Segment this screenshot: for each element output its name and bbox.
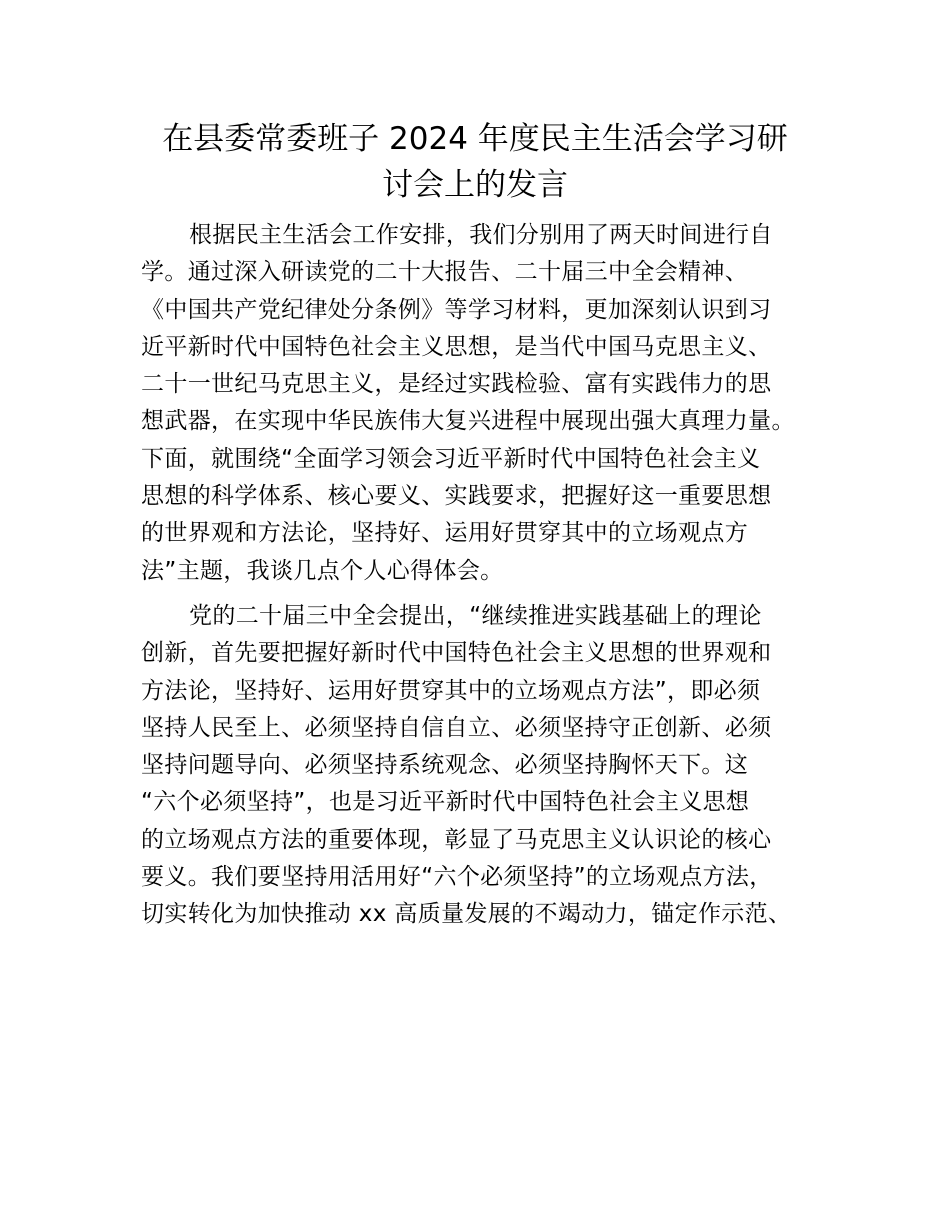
paragraph-1 [141,217,841,590]
paragraph-line: 的立场观点方法的重要体现，彰显了马克思主义认识论的核心 [141,826,772,853]
paragraph-line: 思想的科学体系、核心要义、实践要求，把握好这一重要思想 [141,483,772,510]
paragraph-line: 下面，就围绕“全面学习领会习近平新时代中国特色社会主义 [141,445,761,472]
paragraph-line: 根据民主生活会工作安排，我们分别用了两天时间进行自 [189,222,773,248]
paragraph-line: 方法论，坚持好、运用好贯穿其中的立场观点方法”，即必须 [141,677,761,704]
paragraph-line: 的世界观和方法论，坚持好、运用好贯穿其中的立场观点方 [141,520,749,547]
paragraph-line: “六个必须坚持”，也是习近平新时代中国特色社会主义思想 [141,789,750,816]
paragraph-line: 要义。我们要坚持用活用好“六个必须坚持”的立场观点方法， [141,864,773,891]
title-line-2: 讨会上的发言 [382,167,568,203]
paragraph-line: 近平新时代中国特色社会主义思想，是当代中国马克思主义、 [141,333,772,360]
paragraph-line: 《中国共产党纪律处分条例》等学习材料，更加深刻认识到习 [141,296,772,323]
paragraph-line: 坚持问题导向、必须坚持系统观念、必须坚持胸怀天下。这 [141,752,749,779]
paragraph-line: 法”主题，我谈几点个人心得体会。 [141,557,504,584]
document-title [140,116,810,208]
paragraph-line: 创新，首先要把握好新时代中国特色社会主义思想的世界观和 [141,640,772,667]
paragraph-line: 党的二十届三中全会提出，“继续推进实践基础上的理论 [189,602,762,629]
title-line-1: 在县委常委班子 2024 年度民主生活会学习研 [162,121,788,157]
paragraph-line: 坚持人民至上、必须坚持自信自立、必须坚持守正创新、必须 [141,714,772,741]
paragraph-line: 二十一世纪马克思主义，是经过实践检验、富有实践伟力的思 [141,371,772,398]
document-body [141,217,841,942]
paragraph-line: 切实转化为加快推动 xx 高质量发展的不竭动力，锚定作示范、 [141,901,792,928]
paragraph-line: 学。通过深入研读党的二十大报告、二十届三中全会精神、 [141,259,749,286]
paragraph-2 [141,598,841,934]
paragraph-line: 想武器，在实现中华民族伟大复兴进程中展现出强大真理力量。 [141,408,795,435]
